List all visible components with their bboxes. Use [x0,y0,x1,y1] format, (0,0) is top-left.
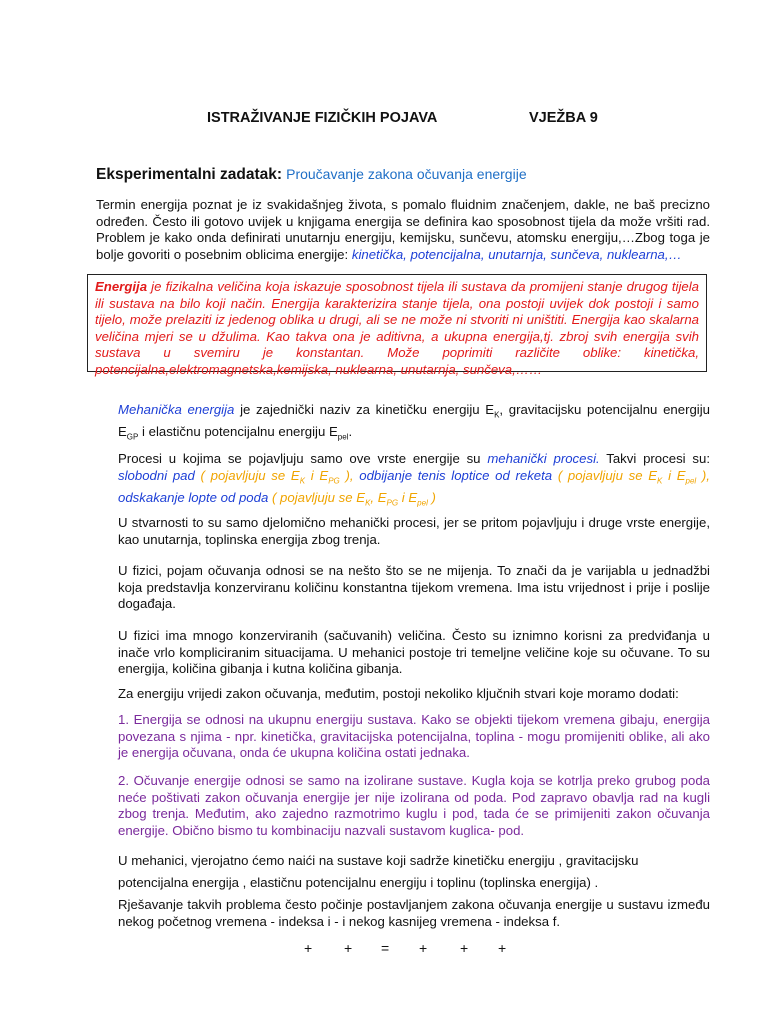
mechanics-line-1: U mehanici, vjerojatno ćemo naići na sustave koji sadrže kinetičku energiju , gravitacijsku [118,853,639,868]
energy-forms: kinetička, potencijalna, unutarnja, sunčeva, nuklearna,… [351,246,682,262]
document-title: ISTRAŽIVANJE FIZIČKIH POJAVA [207,110,438,126]
processes-paragraph [118,451,710,512]
tennis-ball-bounce: odbijanje tenis loptice od reketa [353,467,553,483]
definition-text [95,279,699,378]
conservation-paragraph: U fizici, pojam očuvanja odnosi se na nešto što se ne mijenja. To znači da je varijabla u jednadžbi koja predstavlja konzerviranu količinu konstantna tijekom vremena. Ima istu vrijednost i prije i poslije događaja. [118,563,710,611]
mechanics-line-2: potencijalna energija , elastičnu potencijalnu energiju i toplinu (toplinska energija) . [118,875,599,890]
mechanical-energy-paragraph [118,402,710,446]
processes-text-1: Procesi u kojima se pojavljuju samo ove vrste energije su [118,451,488,466]
plus-4: + [460,940,469,956]
free-fall-note: ( pojavljuju se $E_K$ i $E_{PG}$ ), [194,467,354,486]
mechanics-line-3: Rješavanje takvih problema često počinje postavljanjem zakona očuvanja energije u sustavu između nekog početnog vremena - indeksa i - i nekog kasnijeg vremena - indeksa f. [118,897,710,929]
mechanical-processes-term: mehanički procesi. [487,451,600,466]
law-paragraph: Za energiju vrijedi zakon očuvanja, međutim, postoji nekoliko ključnih stvari koje moramo dodati: [118,686,679,701]
plus-1: + [304,940,313,956]
mech-text-4: . [348,424,353,440]
definition-box [87,274,707,377]
reality-paragraph: U stvarnosti to su samo djelomično mehanički procesi, jer se pritom pojavljuju i druge vrste energije, kao unutarnja, toplinska energija zbog trenja. [118,515,710,547]
definition-body: je fizikalna veličina koja iskazuje sposobnost tijela ili sustava da promijeni stanje drugog tijela ili sustava na bilo koji način. Energija karakterizira stanje tijela, ona postoji uvijek dok postoji i samo tijelo, može prelaziti iz jedenog oblika u drugi, ali se ne može ni stvoriti ni uništiti. Energija kao skalarna veličina mjeri se u džulima. Kao takva ona je aditivna, a ukupna energija,tj. zbroj svih energija svih sustava u svemiru je konstantan. Može poprimiti različite oblike: kinetička, potencijalna,elektromagnetska,kemijska, nuklearna, unutarnja, sunčeva,…… [95,279,699,377]
sub-k: K [494,410,500,420]
definition-term: Energija [95,279,148,294]
sub-gp: GP [126,432,139,442]
mechanical-energy-term: Mehanička energija [118,402,235,417]
plus-3: + [419,940,428,956]
exercise-number: VJEŽBA 9 [529,110,598,126]
ball-bounce-floor: odskakanje lopte od poda [118,489,269,505]
task-title: Proučavanje zakona očuvanja energije [286,166,527,182]
point-1: 1. Energija se odnosi na ukupnu energiju sustava. Kako se objekti tijekom vremena gibaju, energija povezana s njima - npr. kinetička, gravitacijska potencijalna, toplina - mogu promijeniti oblike, ali ako je energija očuvana, onda će ukupna količina ostati jednaka. [118,712,710,760]
mech-text-2: , gravitacijsku potencijalnu energiju E [118,402,710,440]
intro-paragraph [96,197,710,263]
task-label: Eksperimentalni zadatak: [96,166,283,183]
conserved-quantities-paragraph: U fizici ima mnogo konzerviranih (sačuvanih) veličina. Često su iznimno korisni za predviđanja u inače vrlo kompliciranim situacijama. U mehanici postoje tri temeljne veličine koje su očuvane. To su energija, količina gibanja i kutna količina gibanja. [118,628,710,676]
point-2: 2. Očuvanje energije odnosi se samo na izolirane sustave. Kugla koja se kotrlja preko grubog poda neće poštivati zakon očuvanja energije jer nije izolirana od poda. Pod zapravo obavlja rad na kugli zbog trenja. Međutim, ako zajedno razmotrimo kuglu i pod, tada će se primijeniti zakon očuvanja energije. Obično bismo tu kombinaciju nazvali sustavom kuglica- pod. [118,773,710,838]
plus-2: + [344,940,353,956]
free-fall: slobodni pad [118,467,195,483]
tennis-ball-note: ( pojavljuju se $E_K$ i $E_{pel}$ ), [552,467,710,486]
intro-text: Termin energija poznat je iz svakidašnjeg života, s pomalo fluidnim značenjem, dakle, ne baš precizno određen. Često ili gotovo uvijek u knjigama energija se definira kao sposobnost tijela da može vršiti rad. Problem je kako onda definirati unutarnju energiju, kemijsku, sunčevu, atomsku energiju,…Zbog toga je bolje govoriti o posebnim oblicima energije: [96,197,710,262]
ball-bounce-note: ( pojavljuju se $E_K$, $E_{PG}$ i $E_{pel}$ ) [268,489,436,508]
mech-text-1: je zajednički naziv za kinetičku energiju E [234,402,495,417]
mech-text-3: i elastičnu potencijalnu energiju E [138,424,338,440]
sub-pel: pel [337,432,349,442]
processes-text-2: Takvi procesi su: [599,451,710,466]
experimental-task [96,166,527,184]
plus-5: + [498,940,507,956]
equals-sign: = [381,940,390,956]
